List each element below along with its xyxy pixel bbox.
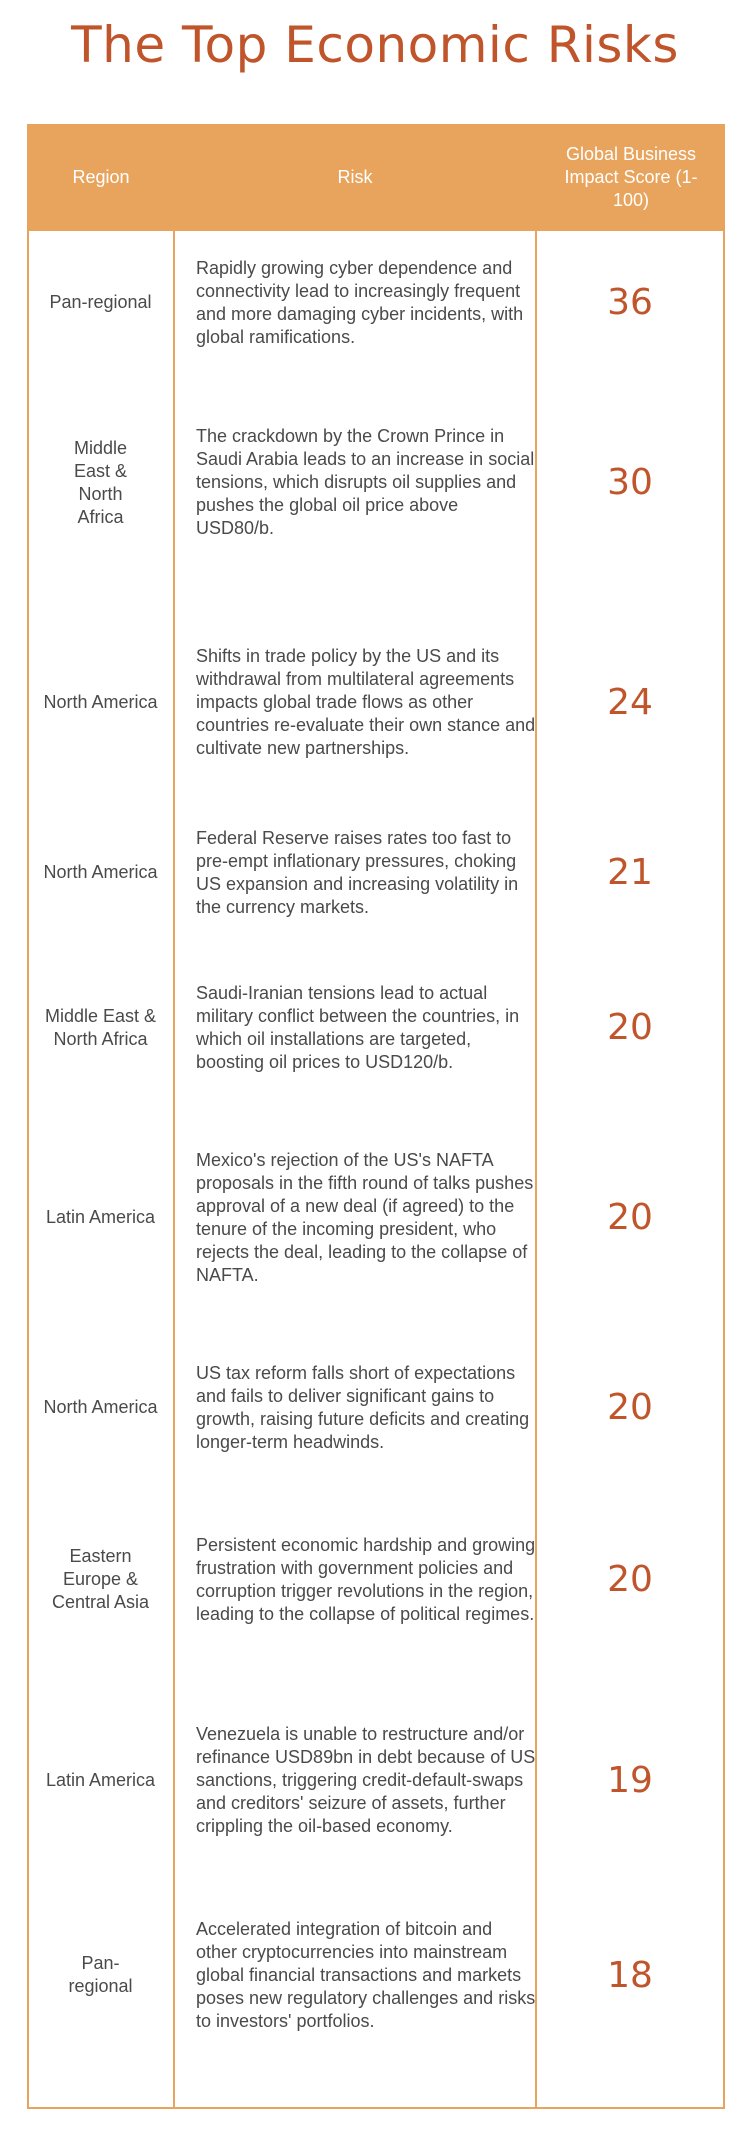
table-row [27, 960, 725, 1095]
table-row [27, 810, 725, 935]
risk-cell: Federal Reserve raises rates too fast to pre-empt inflationary pressures, choking US expansion and increasing volatility in the currency markets. [196, 827, 519, 917]
risk-cell: Shifts in trade policy by the US and its withdrawal from multilateral agreements impacts global trade flows as other countries re-evaluate their own stance and cultivate new partnerships. [196, 646, 536, 758]
risk-cell: Saudi-Iranian tensions lead to actual military conflict between the countries, in which oil installations are targeted, boosting oil prices to USD120/b. [196, 982, 520, 1072]
score-cell: 20 [607, 1559, 653, 1600]
region-cell: Latin America [45, 1769, 156, 1790]
table-row [27, 1340, 725, 1475]
score-cell: 20 [607, 1197, 653, 1238]
table-row [27, 1700, 725, 1860]
score-cell: 30 [607, 462, 653, 503]
table-row [27, 240, 725, 365]
region-cell: Eastern Europe & Central Asia [51, 1546, 150, 1612]
score-cell: 18 [607, 1954, 653, 1996]
table-row [27, 1512, 725, 1647]
score-cell: 21 [607, 852, 653, 893]
header-region: Region [72, 167, 130, 187]
header-score: Global Business Impact Score (1-100) [564, 144, 698, 210]
region-cell: North America [43, 862, 158, 882]
region-cell: Middle East & North Africa [44, 1005, 157, 1049]
risk-cell: Venezuela is unable to restructure and/or refinance USD89bn in debt because of US sanctions, triggering credit-default-swaps and creditors' seizure of assets, further crippling the oil-based economy. [196, 1723, 536, 1836]
table-row [27, 395, 725, 570]
risk-cell: The crackdown by the Crown Prince in Saudi Arabia leads to an increase in social tensions, which disrupts oil supplies and pushes the global oil price above USD80/b. [196, 426, 535, 538]
region-cell: Latin America [45, 1207, 156, 1227]
score-cell: 19 [607, 1759, 653, 1801]
score-cell: 20 [607, 1387, 653, 1428]
risk-cell: Mexico's rejection of the US's NAFTA proposals in the fifth round of talks pushes approval of a new deal (if agreed) to the tenure of the incoming president, who rejects the deal, leading to the collapse of NAFTA. [196, 1149, 534, 1285]
table-row [27, 1125, 725, 1310]
score-cell: 24 [607, 682, 653, 723]
risk-cell: Persistent economic hardship and growing frustration with government policies and corruption trigger revolutions in the region, leading to the collapse of political regimes. [196, 1534, 536, 1624]
risk-cell: US tax reform falls short of expectations and fails to deliver significant gains to growth, raising future deficits and creating longer-term headwinds. [196, 1362, 530, 1452]
region-cell: North America [43, 692, 158, 712]
risk-cell: Accelerated integration of bitcoin and other cryptocurrencies into mainstream global financial transactions and markets poses new regulatory challenges and risks to investors' portfolios. [196, 1918, 536, 2031]
region-cell: Pan-regional [49, 292, 152, 312]
score-cell: 20 [607, 1007, 653, 1048]
score-cell: 36 [607, 282, 653, 323]
region-cell: Pan-regional [68, 1953, 133, 1996]
page-title: The Top Economic Risks [71, 16, 679, 74]
table-row [27, 1895, 725, 2055]
header-risk: Risk [337, 167, 373, 187]
table-row [27, 610, 725, 795]
region-cell: North America [43, 1397, 158, 1417]
region-cell: Middle East & North Africa [73, 437, 128, 527]
risk-cell: Rapidly growing cyber dependence and connectivity lead to increasingly frequent and more damaging cyber incidents, with global ramifications. [196, 257, 524, 347]
